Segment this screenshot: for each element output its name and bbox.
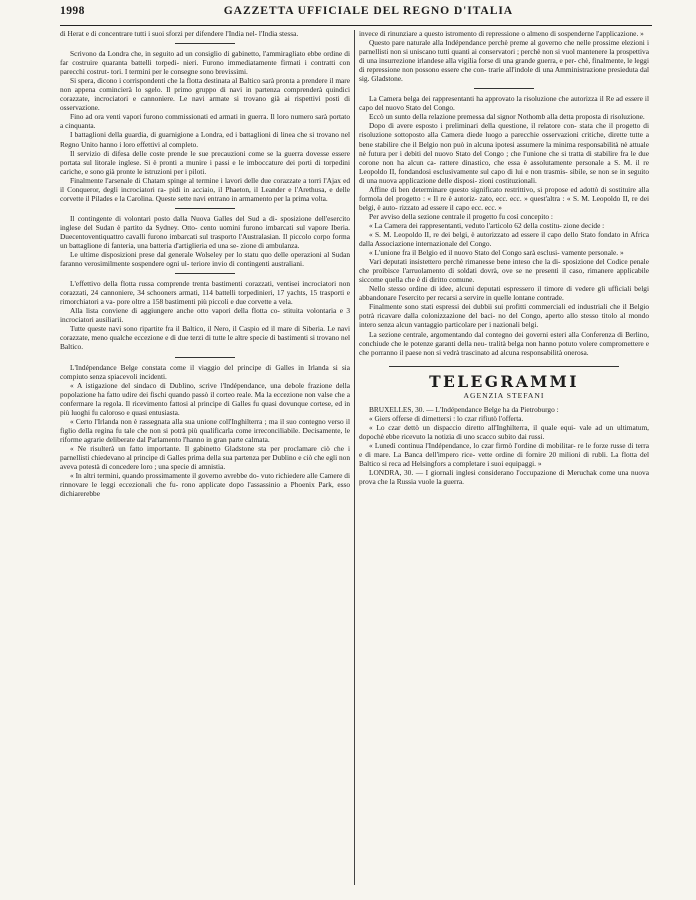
wolseley-paragraph: Le ultime disposizioni prese dal generale Wolseley per lo statu quo delle operazioni al Sudan faranno verosimilmente sospendere ogni ul- teriore invio di contingenti australiani. — [60, 250, 350, 269]
telegram-giers: « Giers offerse di dimettersi : lo czar rifiutò l'offerta. — [369, 413, 524, 423]
torpedo-boats-paragraph: Scrivono da Londra che, in seguito ad un consiglio di gabinetto, l'ammiragliato ebbe ordine di far costruire quaranta battelli torpedi- nieri. Furono immediatamente firmati i contratti con parecchi costrut- tori. I termini per le consegne sono brevissimi. — [60, 49, 350, 77]
gazette-title: GAZZETTA UFFICIALE DEL REGNO D'ITALIA — [223, 4, 514, 17]
section-separator — [474, 88, 534, 89]
dublin-paragraph: « A istigazione del sindaco di Dublino, scrive l'Indépendance, una debole frazione della popolazione ha fatto udire dei fischi quando passò il corteo reale. Ma la eccezione non valse che a confermare la regola. Il ricevimento fattosi al principe di Galles fu quasi dovunque cortese, ed in più luoghi fu caloroso e quasi entusiasta. — [60, 380, 350, 417]
telegram-mobilization: « Lunedì continua l'Indépendance, lo czar firmò l'ordine di mobilitar- re le forze russe di terra e di mare. La Banca dell'impero rice- vette ordine di fornire 20 milioni di rubli. La flotta del Baltico si reca ad Helsingfors a completare i suoi equipaggi. » — [359, 440, 649, 468]
officers-paragraph: Nello stesso ordine di idee, alcuni deputati espressero il timore di vedere gli ufficiali belgi abbandonare l'esercito per recarsi a servire in quelle lontane contrade. — [359, 284, 649, 303]
baltic-fleet-paragraph: Si spera, dicono i corrispondenti che la flotta destinata al Baltico sarà pronta a prendere il mare non appena comincierà lo sgelo. Il primo gruppo di navi in partenza comprenderà quindici corazzate, incrociatori e cannoniere. Le navi armate si trovano già ai rispettivi posti di osservazione. — [60, 76, 350, 113]
belgian-chamber-paragraph: La Camera belga dei rappresentanti ha approvato la risoluzione che autorizza il Re ad essere il capo del nuovo Stato del Congo. — [359, 94, 649, 113]
constitution-article-paragraph: « La Camera dei rappresentanti, veduto l'articolo 62 della costitu- zione decide : — [369, 220, 605, 230]
australian-volunteers-paragraph: Il contingente di volontari posto dalla Nuova Galles del Sud a di- sposizione dell'esercito inglese del Sudan è partito da Sydney. Otto- cento uomini furono imbarcati sul vapore Iberia. Duecentoventiquattro cavalli furono imbarcati sul trasporto l'Australasian. Il piccolo corpo forma un battaglione di fanteria, una batteria d'artiglieria ed una se- zione di ambulanza. — [60, 213, 350, 250]
rapporteur-paragraph: Dopo di avere esposto i preliminari della questione, il relatore con- stata che il progetto di risoluzione sottoposto alla Camera diede luogo a parecchie osservazioni critiche, dirette tutte a bene stabilire che il Belgio non può in alcuna ipotesi assumere la minima responsabilità nè attuale nè futura per i debiti del nuovo Stato del Congo ; che l'unione che si tratta di stabilire fra le due corone non ha alcun ca- rattere dinastico, che essa è assolutamente personale a S. M. il re Leopoldo II, fondandosi esclusivamente sul capo di lui e non trasmis- sibile, se non se in seguito di una nuova applicazione delle disposi- zioni costituzionali. — [359, 121, 649, 185]
commercial-doubts-paragraph: Finalmente sono stati espressi dei dubbii sui profitti commerciali ed industriali che il Belgio potrà ricavare dalla colonizzazione del baci- no del Congo, aperto allo stesso titolo al mondo intero senza alcun vantaggio particolare per i nazionali belgi. — [359, 302, 649, 330]
steamers-paragraph: Fino ad ora venti vapori furono commissionati ed armati in guerra. Il loro numero sarà portato a cinquanta. — [60, 112, 350, 131]
left-column — [60, 29, 354, 885]
page-header — [60, 4, 652, 26]
chatam-arsenal-paragraph: Finalmente l'arsenale di Chatam spinge al termine i lavori delle due corazzate a torri l'Ajax ed il Conqueror, degli incrociatori ra- pidi in acciaio, il Phaeton, il Leander e l'Arethusa, e delle corvette il Pilades e la Carolina. Queste sette navi entrano in armamento per la prima volta. — [60, 175, 350, 203]
article-columns — [60, 29, 652, 885]
telegram-top-rule — [389, 366, 619, 367]
personal-union-paragraph: « L'unione fra il Belgio ed il nuovo Stato del Congo sarà esclusi- vamente personale. » — [369, 248, 624, 258]
section-separator — [175, 43, 235, 44]
penal-code-paragraph: Vari deputati insistettero perchè rimanesse bene inteso che la di- sposizione del Codice penale che proibisce l'arruolamento di soldati dovrà, ove se ne presenti il caso, rimanere applicabile siccome quella che è di diritto comune. — [359, 257, 649, 285]
telegram-london: LONDRA, 30. — I giornali inglesi considerano l'occupazione di Meruchak come una nuova prova che la Russia vuole la guerra. — [359, 468, 649, 487]
herat-continuation: di Herat e di concentrare tutti i suoi sforzi per difendere l'India nel- l'India stessa. — [60, 29, 299, 38]
telegrams-heading: TELEGRAMMI — [429, 371, 579, 391]
volunteer-fleet-paragraph: Alla lista conviene di aggiungere anche otto vapori della flotta co- stituita volontaria e 3 incrociatori ausiliarii. — [60, 306, 350, 325]
repression-continuation: invece di rinunziare a questo istromento di repressione o almeno di sospenderne l'applicazione. » — [359, 29, 644, 38]
exceptional-laws-paragraph: « In altri termini, quando prossimamente il governo avrebbe do- vuto richiedere alle Camere di rinnovare le leggi eccezionali che fu- rono applicate dopo l'assassinio a Phoenix Park, esso dichiarerebbe — [60, 471, 350, 499]
gladstone-paragraph: « Ne risulterà un fatto importante. Il gabinetto Gladstone sta per proclamare ciò che i parnellisti chiedevano al principe di Galles prima della sua partenza per Dublino e ciò che egli non aveva potestà di concedere loro ; una specie di amnistia. — [60, 443, 350, 472]
berlin-conference-paragraph: La sezione centrale, argomentando dal contegno dei governi esteri alla Conferenza di Berlino, conchiude che le potenze garanti della neu- tralità belga non hanno potuto volere compromettere e che porranno il paese non si vedrà trascinato ad alcuna responsabilità onerosa. — [359, 329, 649, 357]
leopold-authorization-paragraph: « S. M. Leopoldo II, re dei belgi, è autorizzato ad essere il capo dello Stato fondato in Africa dalla Associazione internazionale del Congo. — [359, 229, 649, 249]
guard-battalions-paragraph: I battaglioni della guardia, di guarnigione a Londra, ed i battaglioni di linea che si trovano nel Regno Unito hanno i loro effettivi al completo. — [60, 130, 350, 149]
nothomb-summary-paragraph: Eccò un sunto della relazione premessa dal signor Nothomb alla detta proposta di risoluzione. — [369, 112, 645, 122]
right-column — [355, 29, 649, 885]
russian-fleet-paragraph: L'effettivo della flotta russa comprende trenta bastimenti corazzati, ventisei incrociatori non corazzati, 24 cannoniere, 34 schooners armati, 114 battelli torpedinieri, 17 yachts, 15 trasporti e rimorchiatori a va- pore oltre a 158 bastimenti più piccoli e due corvette a vela. — [60, 279, 350, 307]
central-section-paragraph: Per avviso della sezione centrale il progetto fu così concepito : — [369, 211, 553, 221]
formula-paragraph: Affine di ben determinare questo significato restrittivo, si propose ed adottò di sostituire alla formola del progetto : « Il re è autoriz- zato, ecc. ecc. » quest'altra : « S. M. Leopoldo II, re dei belgi, è auto- rizzato ad essere il capo ecc. ecc. » — [359, 184, 649, 212]
page-number: 1998 — [60, 4, 85, 17]
telegram-brussels: BRUXELLES, 30. — L'Indépendance Belge ha da Pietroburgo : — [369, 404, 559, 414]
section-separator — [175, 208, 235, 209]
section-separator — [175, 273, 235, 274]
fleet-distribution-paragraph: Tutte queste navi sono ripartite fra il Baltico, il Nero, il Caspio ed il mare di Siberia. Le navi corazzate, meno qualche eccezione e di due terzi di tutte le altre specie di bastimenti si trovano nel Baltico. — [60, 324, 350, 352]
prince-of-wales-paragraph: L'Indépendance Belge constata come il viaggio del principe di Galles in Irlanda si sia compiuto senza spiacevoli incidenti. — [60, 362, 350, 381]
telegram-ultimatum: « Lo czar dettò un dispaccio diretto all'Inghilterra, il quale equi- vale ad un ultimatum, dopochè ebbe ricevuto la notizia di uno scacco subito dai russi. — [359, 422, 649, 441]
section-separator — [175, 357, 235, 358]
independance-comment-paragraph: Questo pare naturale alla Indépendance perchè preme al governo che nelle prossime elezioni i parnellisti non si uniscano tutti quanti ai conservatori ; perchè non si vuol mantenere la prospettiva di una insurrezione irlandese alla vigilia forse di una grande guerra, e per- chè, finalmente, le leggi di repressione non possono essere che con- trarie all'indole di una Amministrazione presieduta dal sig. Gladstone. — [359, 38, 649, 84]
agency-subheading: AGENZIA STEFANI — [463, 390, 545, 400]
ireland-paragraph: « Certo l'Irlanda non è rassegnata alla sua unione coll'Inghilterra ; ma il suo contegno verso il figlio della regina fu tale che non si potrà più qualificarla come irreconciliabile. Decisamente, le riforme agrarie deliberate dal Parlamento l'hanno in gran parte calmata. — [60, 416, 350, 444]
coast-defense-paragraph: Il servizio di difesa delle coste prende le sue precauzioni come se la guerra dovesse essere portata sul litorale inglese. Si è pronti a munire i passi e le imboccature dei porti di torpedini cariche, e sono già pronte le istruzioni per i piloti. — [60, 148, 350, 176]
